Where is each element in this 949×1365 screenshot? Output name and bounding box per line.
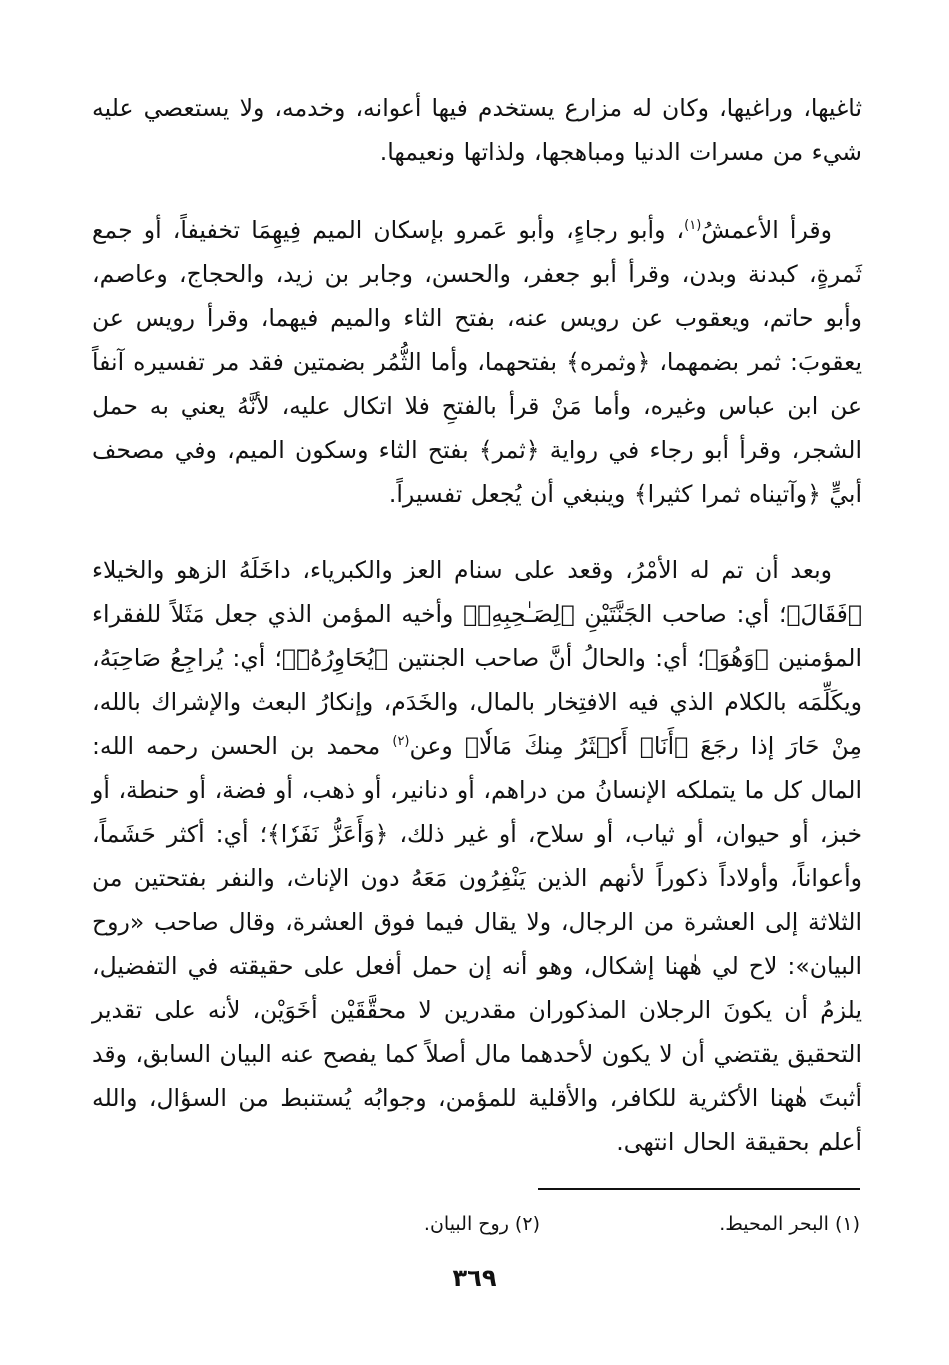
footnote-1: (١) البحر المحيط.: [719, 1213, 860, 1235]
page-number: ٣٦٩: [452, 1264, 497, 1292]
paragraph-3-lead: وبعد أن تم له الأمْرُ، وقعد على سنام العز والكبرياء، داخَلَهُ الزهو والخيلاء ﴿فَقَالَ﴾؛ أي: صاحب الجَنَّتَيْنِ ﴿لِصَـٰحِبِهِۦ﴾ وأخيه المؤمن الذي جعل مَثَلاً للفقراء المؤمنين ﴿وَهُوَ﴾؛ أي: والحالُ أنَّ صاحب الجنتين ﴿يُحَاوِرُهُۥٓ﴾؛ أي: يُراجِعُ صَاحِبَهُ، ويكَلِّمَه بالكلام الذي فيه الافتِخار بالمال، والخَدَم، وإنكارُ البعث والإشراك بالله، مِنْ حَارَ إذا رجَعَ ﴿أَنَا۠ أَكۡثَرُ مِنكَ مَالٗا﴾ وعن: [92, 556, 863, 760]
footnotes: [300, 1207, 860, 1241]
paragraph-1: [92, 86, 862, 174]
paragraph-3-text: [92, 548, 862, 1164]
paragraph-3: [92, 548, 862, 1164]
paragraph-2: [92, 208, 862, 516]
footnote-ref-1: (١): [684, 218, 702, 234]
paragraph-3-body: محمد بن الحسن رحمه الله: المال كل ما يتملكه الإنسانُ من دراهم، أو دنانير، أو ذهب، أو فضة، أو حنطة، أو خبز، أو حيوان، أو ثياب، أو سلاح، أو غير ذلك، ﴿وَأَعَزُّ نَفَرٗا﴾؛ أي: أكثر حَشَماً، وأعواناً، وأولاداً ذكوراً لأنهم الذين يَنْفِرُون مَعَهُ دون الإناث، والنفر بفتحتين من الثلاثة إلى العشرة من الرجال، ولا يقال فيما فوق العشرة، وقال صاحب «روح البيان»: لاح لي هٰهنا إشكال، وهو أنه إن حمل أفعل على حقيقته في التفضيل، يلزمُ أن يكونَ الرجلان المذكوران مقدرين لا محقَّقَيْن أخَوَيْن، لأنه على تقدير التحقيق يقتضي أن لا يكون لأحدهما مال أصلاً كما يفصح عنه البيان السابق، وقد أثبتَ هٰهنا الأكثرية للكافر، والأقلية للمؤمن، وجوابُه يُستنبط من السؤال، والله أعلم بحقيقة الحال انتهى.: [92, 732, 862, 1156]
paragraph-1-text: ثاغيها، وراغيها، وكان له مزارع يستخدم فيها أعوانه، وخدمه، ولا يستعصي عليه شيء من مسرات الدنيا ومباهجها، ولذاتها ونعيمها.: [92, 94, 862, 166]
paragraph-2-text: [92, 208, 862, 516]
footnote-separator: [538, 1188, 860, 1190]
paragraph-2-body: ، وأبو رجاءٍ، وأبو عَمرو بإسكان الميم فِيهِمَا تخفيفاً، أو جمع ثَمرةٍ، كبدنة وبدن، وقرأ أبو جعفر، والحسن، وجابر بن زيد، والحجاج، وعاصم، وأبو حاتم، ويعقوب عن رويس عنه، بفتح الثاء والميم فيهما، وقرأ رويس عن يعقوبَ: ثمر بضمهما، ﴿وثمره﴾ بفتحهما، وأما الثُّمُر بضمتين فقد مر تفسيره آنفاً عن ابن عباس وغيره، وأما مَنْ قرأ بالفتحِ فلا اتكال عليه، لأنَّهُ يعني به حمل الشجر، وقرأ أبو رجاء في رواية ﴿ثمر﴾ بفتح الثاء وسكون الميم، وفي مصحف أبيٍّ ﴿وآتيناه ثمرا كثيرا﴾ وينبغي أن يُجعل تفسيراً.: [92, 216, 862, 508]
paragraph-2-lead: وقرأ الأعمشُ: [701, 216, 833, 244]
footnote-2: (٢) روح البيان.: [423, 1213, 540, 1235]
footnote-ref-2: (٢): [392, 734, 410, 750]
